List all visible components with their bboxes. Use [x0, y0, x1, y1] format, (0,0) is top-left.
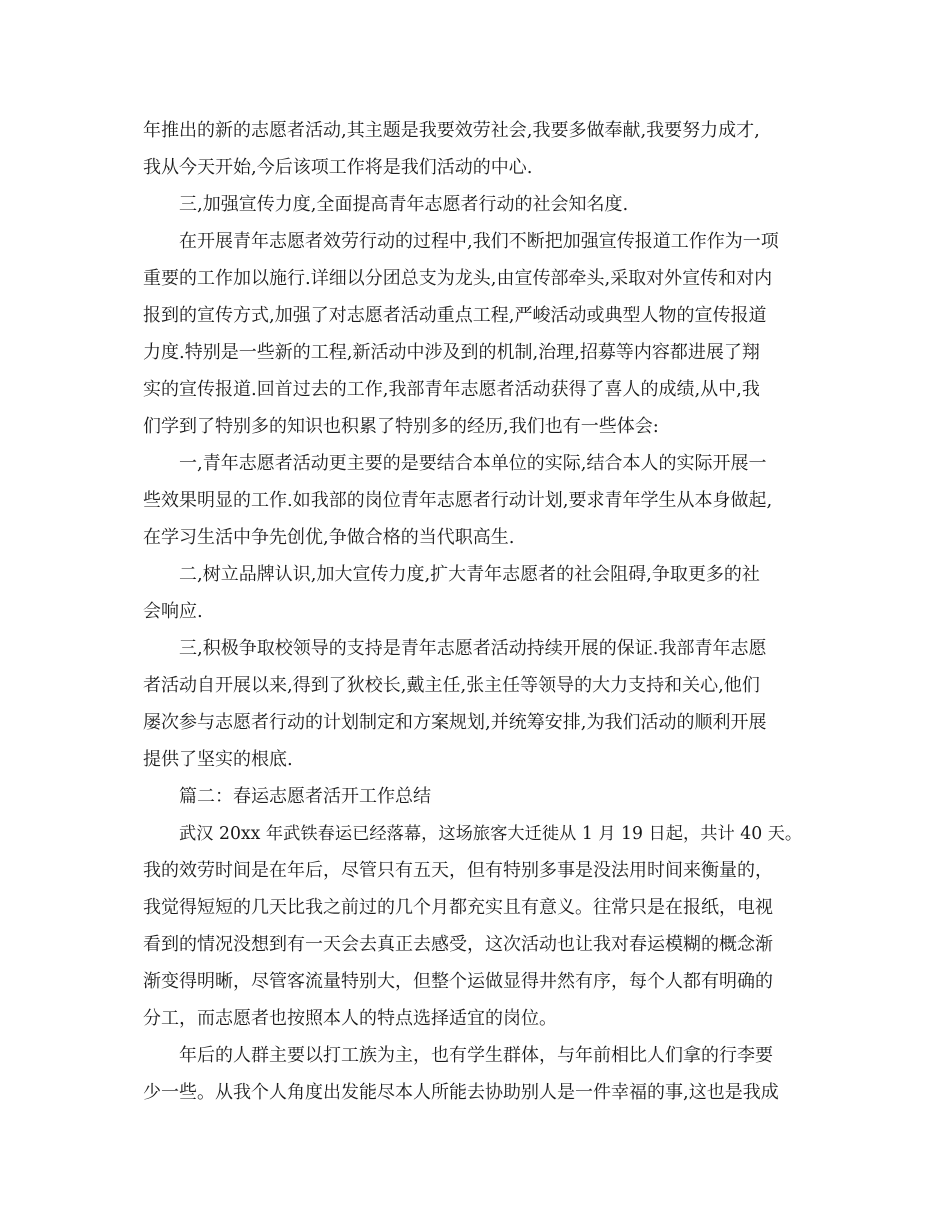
body-text-line: 三,积极争取校领导的支持是青年志愿者活动持续开展的保证.我部青年志愿	[179, 638, 767, 659]
body-text-line: 二,树立品牌认识,加大宣传力度,扩大青年志愿者的社会阻碍,争取更多的社	[179, 564, 760, 585]
body-text-line: 屡次参与志愿者行动的计划制定和方案规划,并统筹安排,为我们活动的顺利开展	[143, 712, 767, 733]
body-text-line: 看到的情况没想到有一天会去真正去感受，这次活动也让我对春运模糊的概念渐	[143, 934, 773, 955]
body-text-line: 们学到了特别多的知识也积累了特别多的经历,我们也有一些体会:	[143, 416, 659, 437]
body-text-line: 重要的工作加以施行.详细以分团总支为龙头,由宣传部牵头,采取对外宣传和对内	[143, 268, 773, 289]
body-text-line: 些效果明显的工作.如我部的岗位青年志愿者行动计划,要求青年学生从本身做起,	[143, 490, 773, 511]
body-text-line: 在学习生活中争先创优,争做合格的当代职高生.	[143, 527, 515, 548]
body-text-line: 我的效劳时间是在年后，尽管只有五天，但有特别多事是没法用时间来衡量的，	[143, 860, 773, 881]
body-text-line: 力度.特别是一些新的工程,新活动中涉及到的机制,治理,招募等内容都进展了翔	[143, 342, 760, 363]
body-text-line: 武汉 20xx 年武铁春运已经落幕，这场旅客大迁徙从 1 月 19 日起，共计 40 天。	[179, 824, 803, 844]
body-text-line: 在开展青年志愿者效劳行动的过程中,我们不断把加强宣传报道工作作为一项	[179, 231, 779, 252]
body-text-line: 年后的人群主要以打工族为主，也有学生群体，与年前相比人们拿的行李要	[179, 1045, 773, 1066]
body-text-line: 实的宣传报道.回首过去的工作,我部青年志愿者活动获得了喜人的成绩,从中,我	[143, 379, 760, 400]
body-text-line: 分工，而志愿者也按照本人的特点选择适宜的岗位。	[143, 1008, 557, 1029]
body-text-line: 年推出的新的志愿者活动,其主题是我要效劳社会,我要多做奉献,我要努力成才,	[143, 120, 760, 141]
body-text-line: 少一些。从我个人角度出发能尽本人所能去协助别人是一件幸福的事,这也是我成	[143, 1082, 779, 1103]
body-text-line: 我觉得短短的几天比我之前过的几个月都充实且有意义。往常只是在报纸，电视	[143, 897, 773, 918]
body-text-line: 报到的宣传方式,加强了对志愿者活动重点工程,严峻活动或典型人物的宣传报道	[143, 305, 767, 326]
body-text-line: 提供了坚实的根底.	[143, 749, 293, 770]
body-text-line: 渐变得明晰，尽管客流量特别大，但整个运做显得井然有序，每个人都有明确的	[143, 971, 773, 992]
section-heading: 三,加强宣传力度,全面提高青年志愿者行动的社会知名度.	[179, 194, 629, 215]
body-text-line: 一,青年志愿者活动更主要的是要结合本单位的实际,结合本人的实际开展一	[179, 453, 767, 474]
body-text-line: 我从今天开始,今后该项工作将是我们活动的中心.	[143, 157, 533, 178]
body-text-line: 者活动自开展以来,得到了狄校长,戴主任,张主任等领导的大力支持和关心,他们	[143, 675, 760, 696]
article-heading: 篇二：春运志愿者活开工作总结	[179, 786, 431, 807]
body-text-line: 会响应.	[143, 601, 203, 622]
